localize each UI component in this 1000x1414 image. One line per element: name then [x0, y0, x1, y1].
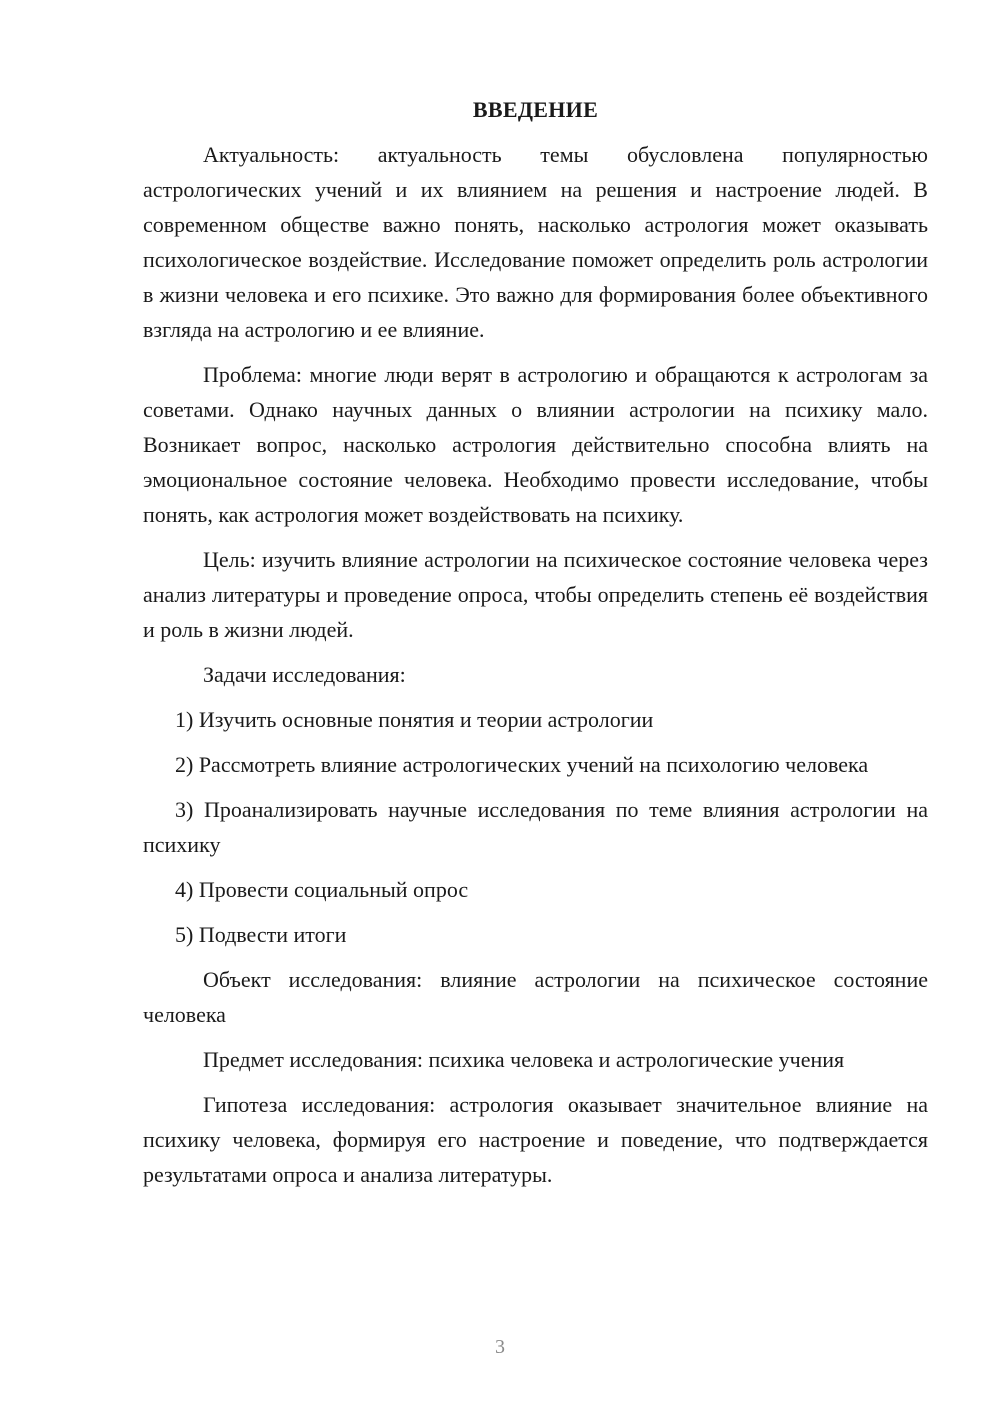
hypothesis-paragraph: Гипотеза исследования: астрология оказывает значительное влияние на психику человека, формируя его настроение и поведение, что подтверждается результатами опроса и анализа литературы. [143, 1092, 928, 1187]
page-number: 3 [495, 1336, 505, 1358]
task-item-1: 1) Изучить основные понятия и теории астрологии [175, 707, 654, 732]
section-title: ВВЕДЕНИЕ [472, 97, 599, 122]
task-item-2: 2) Рассмотреть влияние астрологических учений на психологию человека [175, 752, 869, 777]
task-item-3: 3) Проанализировать научные исследования по теме влияния астрологии на психику [143, 797, 928, 857]
subject-paragraph: Предмет исследования: психика человека и астрологические учения [203, 1047, 845, 1072]
task-item-5: 5) Подвести итоги [175, 922, 347, 947]
problem-paragraph: Проблема: многие люди верят в астрологию и обращаются к астрологам за советами. Однако научных данных о влиянии астрологии на психику мало. Возникает вопрос, насколько астрология действительно способна влиять на эмоциональное состояние человека. Необходимо провести исследование, чтобы понять, как астрология может воздействовать на психику. [143, 362, 928, 527]
task-item-4: 4) Провести социальный опрос [175, 877, 469, 902]
document-page [143, 92, 928, 1202]
tasks-heading: Задачи исследования: [203, 662, 406, 687]
goal-paragraph: Цель: изучить влияние астрологии на психическое состояние человека через анализ литературы и проведение опроса, чтобы определить степень её воздействия и роль в жизни людей. [143, 547, 928, 642]
relevance-paragraph: Актуальность: актуальность темы обусловлена популярностью астрологических учений и их влиянием на решения и настроение людей. В современном обществе важно понять, насколько астрология может оказывать психологическое воздействие. Исследование поможет определить роль астрологии в жизни человека и его психике. Это важно для формирования более объективного взгляда на астрологию и ее влияние. [143, 142, 928, 342]
object-paragraph: Объект исследования: влияние астрологии на психическое состояние человека [143, 967, 928, 1027]
